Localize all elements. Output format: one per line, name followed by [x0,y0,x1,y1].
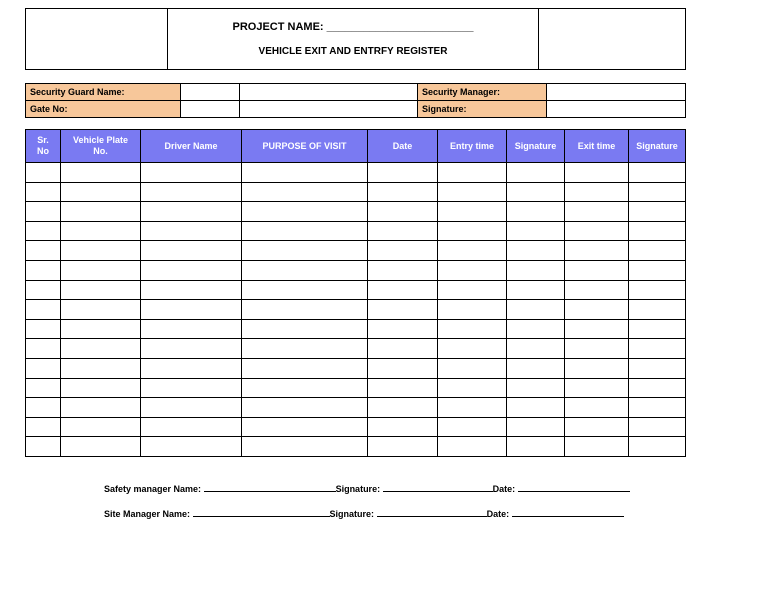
register-cell[interactable] [61,163,141,183]
safety-manager-label: Safety manager Name: [104,484,202,494]
register-cell[interactable] [565,319,629,339]
register-cell[interactable] [507,319,565,339]
register-cell[interactable] [242,417,368,437]
register-cell[interactable] [242,241,368,261]
register-cell[interactable] [141,339,242,359]
register-cell[interactable] [26,221,61,241]
register-cell[interactable] [26,417,61,437]
register-cell[interactable] [26,378,61,398]
register-cell[interactable] [242,182,368,202]
register-cell[interactable] [242,202,368,222]
register-cell[interactable] [629,300,686,320]
register-cell[interactable] [565,378,629,398]
register-cell[interactable] [507,221,565,241]
table-row [26,182,686,202]
info-blank-cell [240,101,418,118]
register-cell[interactable] [507,182,565,202]
register-cell[interactable] [368,300,438,320]
register-cell[interactable] [629,241,686,261]
table-row [26,221,686,241]
site-manager-line [104,507,624,519]
register-cell[interactable] [629,221,686,241]
register-cell[interactable] [565,437,629,457]
register-cell[interactable] [242,260,368,280]
register-cell[interactable] [507,280,565,300]
register-cell[interactable] [368,378,438,398]
register-cell[interactable] [438,221,507,241]
table-row [26,358,686,378]
register-cell[interactable] [507,378,565,398]
register-cell[interactable] [61,398,141,418]
register-cell[interactable] [565,163,629,183]
register-cell[interactable] [629,319,686,339]
register-cell[interactable] [61,300,141,320]
register-cell[interactable] [61,221,141,241]
table-row [26,378,686,398]
register-cell[interactable] [629,260,686,280]
col-entry-time: Entry time [438,130,507,163]
register-cell[interactable] [61,280,141,300]
table-row [26,339,686,359]
register-header [25,8,686,70]
register-cell[interactable] [368,202,438,222]
register-cell[interactable] [242,163,368,183]
register-cell[interactable] [438,241,507,261]
info-blank-cell [240,84,418,101]
register-cell[interactable] [507,437,565,457]
register-cell[interactable] [368,163,438,183]
safety-date-field[interactable] [518,482,630,492]
register-cell[interactable] [242,319,368,339]
gate-no-label: Gate No: [26,101,181,118]
register-cell[interactable] [61,437,141,457]
safety-date-label: Date: [492,484,516,494]
register-cell[interactable] [565,241,629,261]
register-cell[interactable] [26,339,61,359]
register-cell[interactable] [26,358,61,378]
register-cell[interactable] [629,398,686,418]
register-cell[interactable] [507,398,565,418]
register-cell[interactable] [565,339,629,359]
register-cell[interactable] [26,182,61,202]
col-sr-no: Sr. No [26,130,61,163]
site-date-field[interactable] [512,507,624,517]
register-cell[interactable] [26,241,61,261]
register-cell[interactable] [629,202,686,222]
register-cell[interactable] [565,417,629,437]
safety-manager-name-field[interactable] [204,482,336,492]
col-exit-time: Exit time [565,130,629,163]
register-cell[interactable] [61,378,141,398]
register-cell[interactable] [61,202,141,222]
register-cell[interactable] [565,260,629,280]
register-cell[interactable] [368,241,438,261]
table-row [26,163,686,183]
table-row [26,260,686,280]
register-cell[interactable] [565,202,629,222]
col-driver-name: Driver Name [141,130,242,163]
logo-box [26,9,168,70]
register-cell[interactable] [629,339,686,359]
register-cell[interactable] [61,417,141,437]
security-guard-label: Security Guard Name: [26,84,181,101]
register-cell[interactable] [629,378,686,398]
safety-signature-field[interactable] [383,482,493,492]
register-cell[interactable] [629,358,686,378]
register-cell[interactable] [507,300,565,320]
register-cell[interactable] [368,260,438,280]
register-cell[interactable] [438,280,507,300]
register-cell[interactable] [438,202,507,222]
register-cell[interactable] [242,378,368,398]
register-cell[interactable] [507,417,565,437]
register-cell[interactable] [141,319,242,339]
register-cell[interactable] [368,280,438,300]
register-cell[interactable] [368,221,438,241]
col-purpose: PURPOSE OF VISIT [242,130,368,163]
register-cell[interactable] [141,241,242,261]
table-row [26,241,686,261]
register-cell[interactable] [438,339,507,359]
info-table [25,83,686,118]
security-manager-label: Security Manager: [418,84,547,101]
register-cell[interactable] [141,202,242,222]
table-row [26,398,686,418]
register-cell[interactable] [438,260,507,280]
signature-label: Signature: [418,101,547,118]
register-cell[interactable] [61,241,141,261]
safety-manager-line [104,482,630,494]
register-cell[interactable] [141,378,242,398]
register-cell[interactable] [141,260,242,280]
register-body [26,163,686,457]
register-cell[interactable] [242,221,368,241]
reference-box [539,9,686,70]
security-guard-field[interactable] [181,84,240,101]
register-cell[interactable] [438,417,507,437]
register-cell[interactable] [61,260,141,280]
register-cell[interactable] [26,398,61,418]
register-cell[interactable] [438,319,507,339]
title-cell [168,9,539,70]
register-header-row [26,130,686,163]
register-cell[interactable] [26,280,61,300]
register-cell[interactable] [242,339,368,359]
register-cell[interactable] [141,163,242,183]
register-cell[interactable] [507,163,565,183]
register-cell[interactable] [242,398,368,418]
register-cell[interactable] [26,437,61,457]
signature-field[interactable] [547,101,686,118]
register-cell[interactable] [61,358,141,378]
register-cell[interactable] [438,358,507,378]
register-cell[interactable] [242,300,368,320]
site-manager-name-field[interactable] [193,507,330,517]
register-cell[interactable] [438,378,507,398]
table-row [26,280,686,300]
register-cell[interactable] [565,398,629,418]
register-cell[interactable] [629,163,686,183]
register-cell[interactable] [141,182,242,202]
register-cell[interactable] [368,417,438,437]
site-date-label: Date: [486,509,510,519]
col-entry-signature: Signature [507,130,565,163]
table-row [26,417,686,437]
register-cell[interactable] [141,358,242,378]
register-cell[interactable] [242,280,368,300]
register-cell[interactable] [26,300,61,320]
register-cell[interactable] [565,182,629,202]
register-cell[interactable] [242,358,368,378]
project-name-label: PROJECT NAME: ________________________ [232,21,474,33]
table-row [26,202,686,222]
site-signature-field[interactable] [377,507,487,517]
table-row [26,437,686,457]
table-row [26,319,686,339]
table-row [26,300,686,320]
gate-no-field[interactable] [181,101,240,118]
register-title: VEHICLE EXIT AND ENTRFY REGISTER [258,46,448,57]
register-cell[interactable] [61,339,141,359]
register-cell[interactable] [26,319,61,339]
register-cell[interactable] [368,358,438,378]
register-cell[interactable] [565,300,629,320]
register-cell[interactable] [507,202,565,222]
register-cell[interactable] [141,221,242,241]
register-cell[interactable] [629,417,686,437]
register-cell[interactable] [629,280,686,300]
security-manager-field[interactable] [547,84,686,101]
register-cell[interactable] [368,319,438,339]
register-cell[interactable] [629,182,686,202]
register-cell[interactable] [141,398,242,418]
register-table [25,129,686,457]
register-cell[interactable] [242,437,368,457]
register-cell[interactable] [141,280,242,300]
register-cell[interactable] [507,241,565,261]
register-cell[interactable] [438,398,507,418]
register-cell[interactable] [368,398,438,418]
register-cell[interactable] [26,163,61,183]
site-signature-label: Signature: [329,509,375,519]
safety-signature-label: Signature: [335,484,381,494]
register-cell[interactable] [438,163,507,183]
register-cell[interactable] [141,437,242,457]
register-cell[interactable] [438,437,507,457]
register-cell[interactable] [61,319,141,339]
register-cell[interactable] [438,182,507,202]
register-cell[interactable] [565,221,629,241]
register-cell[interactable] [141,300,242,320]
col-exit-signature: Signature [629,130,686,163]
site-manager-label: Site Manager Name: [104,509,191,519]
col-vehicle-plate: Vehicle Plate No. [61,130,141,163]
register-cell[interactable] [26,260,61,280]
register-cell[interactable] [565,280,629,300]
register-cell[interactable] [368,339,438,359]
register-cell[interactable] [141,417,242,437]
register-cell[interactable] [629,437,686,457]
col-date: Date [368,130,438,163]
register-cell[interactable] [507,260,565,280]
register-cell[interactable] [368,182,438,202]
register-cell[interactable] [438,300,507,320]
register-cell[interactable] [368,437,438,457]
register-cell[interactable] [26,202,61,222]
register-cell[interactable] [507,339,565,359]
register-cell[interactable] [61,182,141,202]
register-cell[interactable] [507,358,565,378]
register-cell[interactable] [565,358,629,378]
